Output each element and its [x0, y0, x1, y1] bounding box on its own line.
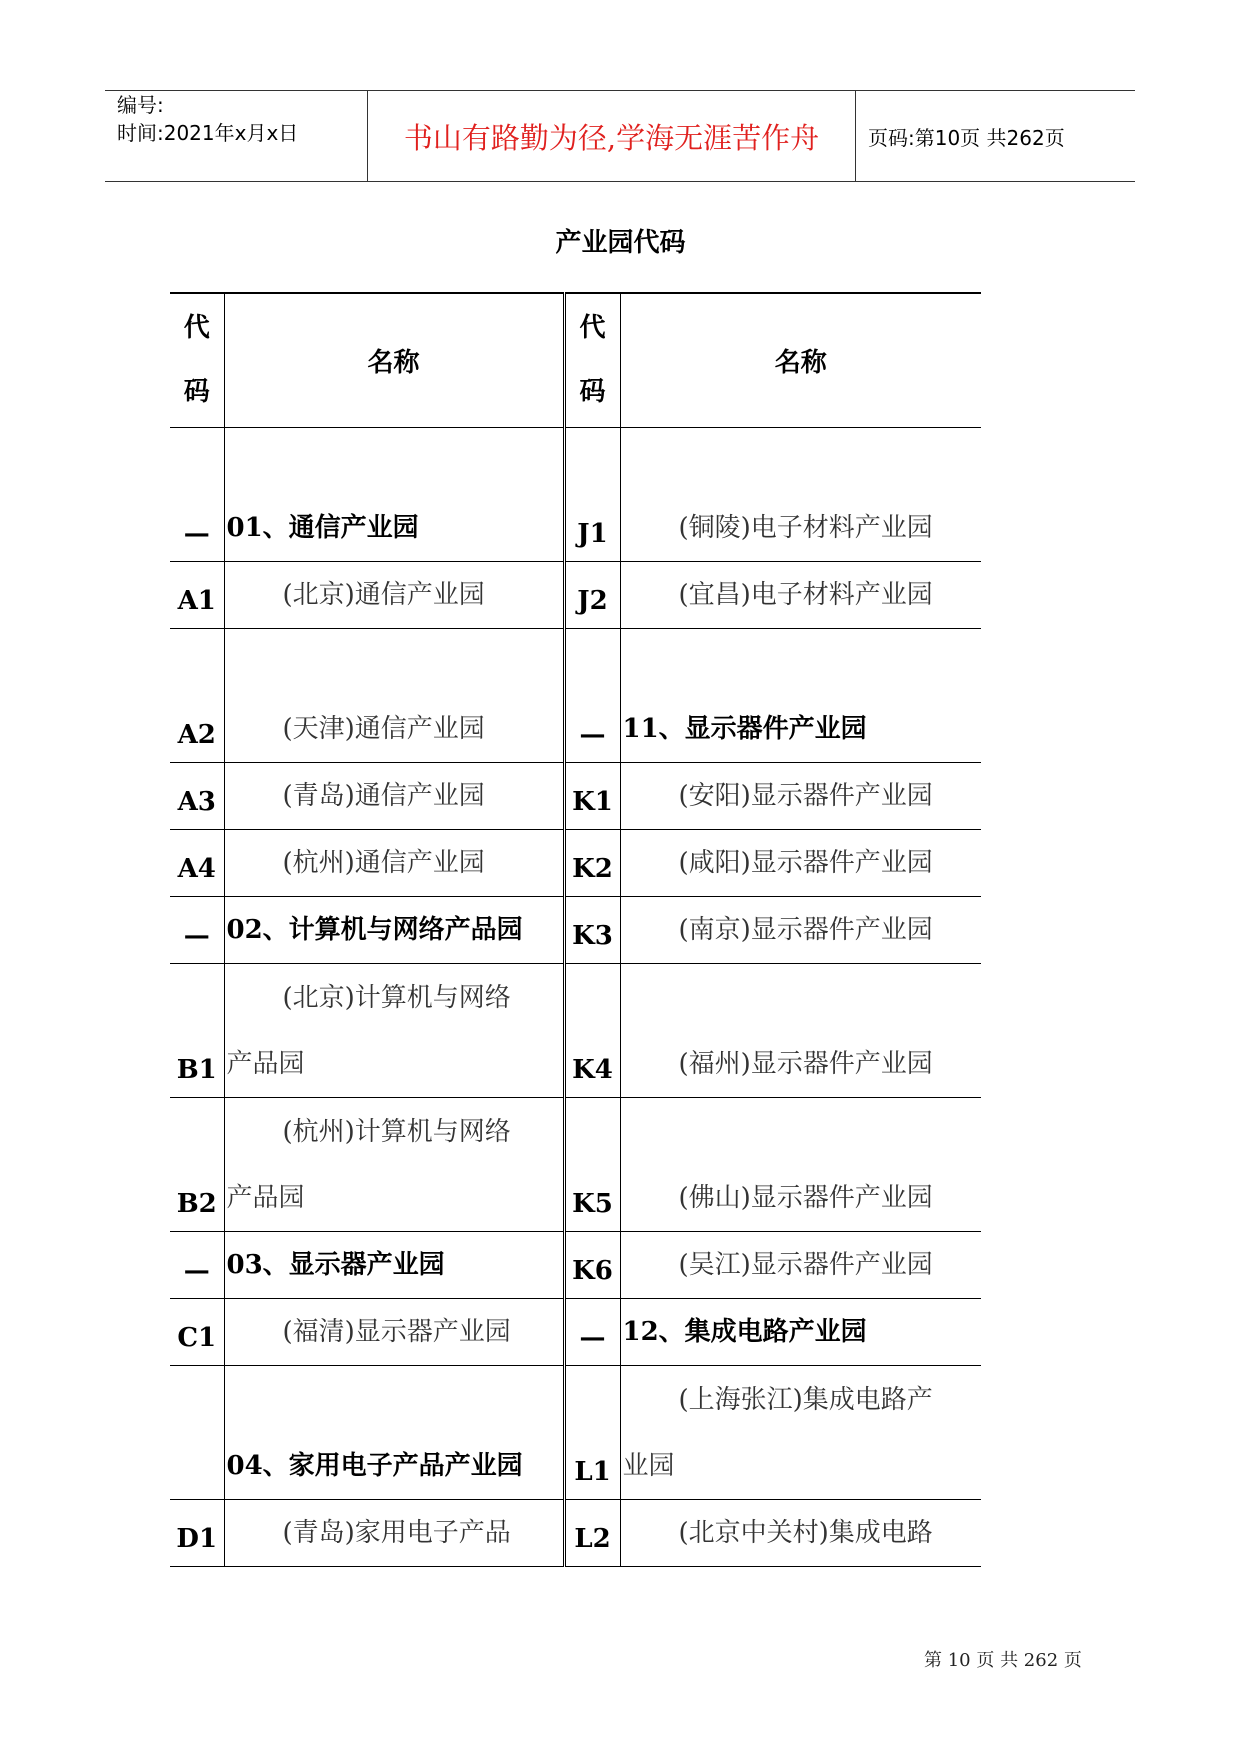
- name-text: (青岛)家用电子产品: [282, 1517, 511, 1548]
- table-row: [170, 829, 981, 896]
- name-text: (北京)计算机与网络: [282, 982, 511, 1013]
- name-text: (北京)通信产业园: [282, 579, 485, 610]
- header-code-char-2: 码: [579, 377, 606, 408]
- table-row: [170, 1231, 981, 1298]
- code-cell: K3: [564, 896, 620, 963]
- name-cell: [224, 561, 564, 628]
- code-cell: J1: [564, 427, 620, 561]
- name-text: (青岛)通信产业园: [282, 780, 485, 811]
- name-text: (福州)显示器件产业园: [678, 1048, 933, 1079]
- code-cell: L2: [564, 1499, 620, 1566]
- name-text: (安阳)显示器件产业园: [678, 780, 933, 811]
- document-number-label: 编号:: [117, 93, 164, 117]
- header-code-cell-right: [564, 293, 620, 427]
- table-row: [170, 1298, 981, 1365]
- code-cell: —: [564, 628, 620, 762]
- header-meta: [105, 91, 368, 181]
- name-text: (宜昌)电子材料产业园: [678, 579, 933, 610]
- name-cell: [224, 963, 564, 1097]
- code-cell: B1: [170, 963, 224, 1097]
- document-title: 产业园代码: [555, 228, 686, 258]
- code-cell: C1: [170, 1298, 224, 1365]
- name-text: (佛山)显示器件产业园: [678, 1182, 933, 1213]
- name-cell: [224, 1298, 564, 1365]
- code-cell: K5: [564, 1097, 620, 1231]
- name-cell: [620, 1499, 981, 1566]
- name-text: (咸阳)显示器件产业园: [678, 847, 933, 878]
- header-code-cell-left: [170, 293, 224, 427]
- code-cell: B2: [170, 1097, 224, 1231]
- code-cell: D1: [170, 1499, 224, 1566]
- name-text: 12、集成电路产业园: [622, 1316, 867, 1347]
- name-cell: [620, 1365, 981, 1499]
- code-cell: K2: [564, 829, 620, 896]
- industrial-park-code-table: [170, 292, 981, 1567]
- name-text: (北京中关村)集成电路: [678, 1517, 933, 1548]
- name-text: (上海张江)集成电路产: [678, 1384, 933, 1415]
- code-cell: K1: [564, 762, 620, 829]
- header-code-char-1: 代: [183, 313, 210, 344]
- code-cell: A3: [170, 762, 224, 829]
- name-cell: [224, 1499, 564, 1566]
- name-cell: [224, 1231, 564, 1298]
- code-cell: K4: [564, 963, 620, 1097]
- table-row: [170, 1499, 981, 1566]
- header-name-cell-left: 名称: [224, 293, 564, 427]
- name-text: 03、显示器产业园: [226, 1249, 445, 1280]
- name-text: (吴江)显示器件产业园: [678, 1249, 933, 1280]
- table-header-row: [170, 293, 981, 427]
- name-cell: [224, 762, 564, 829]
- table-row: [170, 896, 981, 963]
- name-cell: [620, 963, 981, 1097]
- name-cell: [224, 628, 564, 762]
- name-text: (杭州)计算机与网络: [282, 1116, 511, 1147]
- name-text: 11、显示器件产业园: [622, 713, 867, 744]
- code-cell: L1: [564, 1365, 620, 1499]
- code-cell: [170, 1365, 224, 1499]
- name-text: (福清)显示器产业园: [282, 1316, 511, 1347]
- code-cell: K6: [564, 1231, 620, 1298]
- name-text: 02、计算机与网络产品园: [226, 914, 523, 945]
- table-row: [170, 561, 981, 628]
- page-footer: 第 10 页 共 262 页: [924, 1650, 1082, 1671]
- name-cell: [620, 628, 981, 762]
- name-text: (天津)通信产业园: [282, 713, 485, 744]
- name-text: (铜陵)电子材料产业园: [678, 512, 933, 543]
- code-cell: —: [170, 427, 224, 561]
- header-name-cell-right: 名称: [620, 293, 981, 427]
- name-cell: [620, 896, 981, 963]
- page-header: [105, 90, 1135, 182]
- name-cell: [620, 427, 981, 561]
- name-text-continued: 业园: [622, 1450, 675, 1481]
- name-cell: [224, 829, 564, 896]
- document-time-label: 时间:2021年x月x日: [117, 121, 299, 145]
- name-cell: [620, 762, 981, 829]
- name-cell: [224, 1097, 564, 1231]
- name-text: 04、家用电子产品产业园: [226, 1450, 523, 1481]
- code-cell: —: [170, 896, 224, 963]
- name-text: (杭州)通信产业园: [282, 847, 485, 878]
- name-cell: [620, 1097, 981, 1231]
- name-cell: [620, 1298, 981, 1365]
- name-cell: [620, 561, 981, 628]
- code-cell: A2: [170, 628, 224, 762]
- name-text: (南京)显示器件产业园: [678, 914, 933, 945]
- name-text-continued: 产品园: [226, 1048, 305, 1079]
- header-motto: 书山有路勤为径,学海无涯苦作舟: [368, 91, 856, 181]
- name-cell: [224, 1365, 564, 1499]
- name-text: 01、通信产业园: [226, 512, 419, 543]
- name-cell: [224, 896, 564, 963]
- table-row: [170, 628, 981, 762]
- code-cell: A4: [170, 829, 224, 896]
- table-row: [170, 1097, 981, 1231]
- name-cell: [224, 427, 564, 561]
- name-text-continued: 产品园: [226, 1182, 305, 1213]
- table-row: [170, 762, 981, 829]
- table-row: [170, 427, 981, 561]
- name-cell: [620, 829, 981, 896]
- name-cell: [620, 1231, 981, 1298]
- header-page-info: 页码:第10页 共262页: [868, 125, 1065, 150]
- code-cell: —: [564, 1298, 620, 1365]
- code-cell: J2: [564, 561, 620, 628]
- code-cell: A1: [170, 561, 224, 628]
- table-row: [170, 1365, 981, 1499]
- header-code-char-2: 码: [183, 377, 210, 408]
- code-cell: —: [170, 1231, 224, 1298]
- table-row: [170, 963, 981, 1097]
- header-code-char-1: 代: [579, 313, 606, 344]
